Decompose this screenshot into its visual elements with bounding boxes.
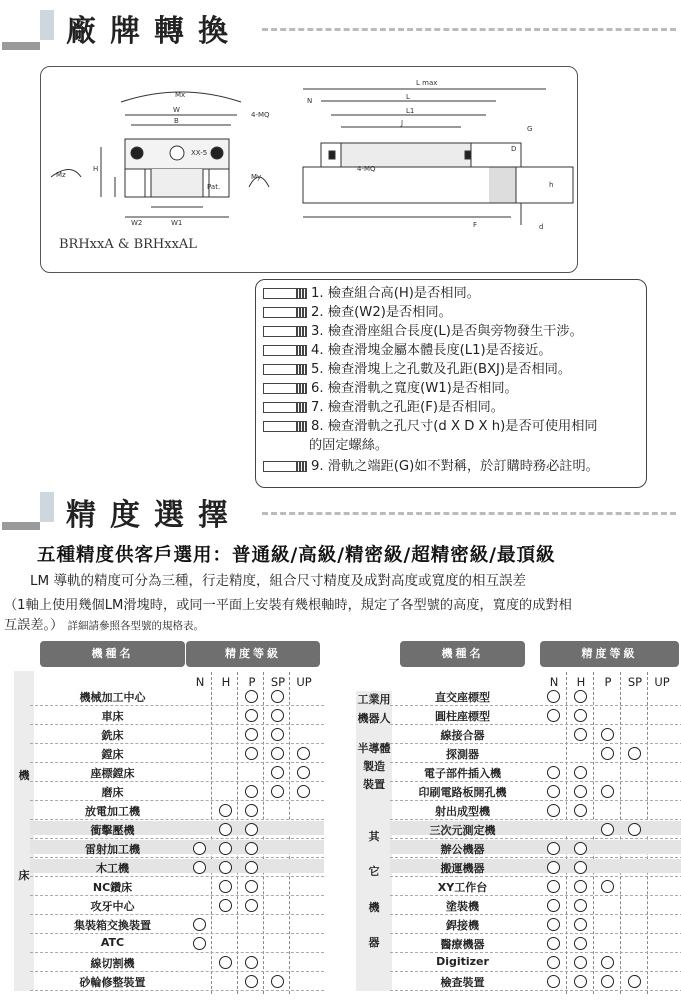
row-divider xyxy=(390,781,681,782)
check-item-4: 4. 檢查滑塊金屬本體長度(L1)是否接近。 xyxy=(263,342,552,359)
right-category-other-1: 其 xyxy=(368,830,380,843)
table-row-machine-name: 攻牙中心 xyxy=(90,900,135,913)
grade-circle-mark xyxy=(245,690,258,703)
check-item-9: 9. 滑軌之端距(G)如不對稱，於訂購時務必註明。 xyxy=(263,458,599,475)
table-row-machine-name: 木工機 xyxy=(96,862,129,875)
svg-text:4-MQ: 4-MQ xyxy=(357,165,376,173)
table-row-machine-name: 集裝箱交換裝置 xyxy=(74,919,151,932)
svg-text:J: J xyxy=(401,119,404,127)
row-divider xyxy=(390,819,681,820)
grade-circle-mark xyxy=(574,728,587,741)
grade-circle-mark xyxy=(574,918,587,931)
grade-circle-mark xyxy=(628,975,641,988)
svg-text:Mx: Mx xyxy=(175,91,186,99)
grade-circle-mark xyxy=(193,842,206,855)
row-divider xyxy=(30,762,324,763)
grade-circle-mark xyxy=(574,785,587,798)
right-category-other-2: 它 xyxy=(368,865,380,878)
svg-text:W2: W2 xyxy=(131,219,143,227)
table-row-machine-name: 銲接機 xyxy=(446,919,479,932)
grade-circle-mark xyxy=(271,785,284,798)
check-icon xyxy=(263,364,307,375)
svg-text:W1: W1 xyxy=(171,219,183,227)
svg-text:L: L xyxy=(406,93,410,101)
grade-circle-mark xyxy=(601,956,614,969)
right-grade-SP: SP xyxy=(627,675,643,689)
grade-circle-mark xyxy=(245,785,258,798)
row-divider xyxy=(390,705,681,706)
check-icon xyxy=(263,307,307,318)
section2-divider xyxy=(262,512,676,515)
right-grade-UP: UP xyxy=(654,675,670,689)
grade-circle-mark xyxy=(271,690,284,703)
grade-circle-mark xyxy=(601,747,614,760)
precision-line3: 互誤差。） 詳細請參照各型號的規格表。 xyxy=(4,618,205,633)
grade-circle-mark xyxy=(601,785,614,798)
table-row-machine-name: 塗裝機 xyxy=(446,900,479,913)
grade-circle-mark xyxy=(271,728,284,741)
row-divider xyxy=(30,990,324,991)
svg-text:4-MQ: 4-MQ xyxy=(251,111,270,119)
row-divider xyxy=(390,933,681,934)
table-row-machine-name: 車床 xyxy=(101,710,124,723)
section1-block xyxy=(40,10,54,40)
section1-bar xyxy=(2,42,40,50)
row-divider xyxy=(390,971,681,972)
row-divider xyxy=(390,743,681,744)
right-category-robot-2: 機器人 xyxy=(357,712,391,725)
table-row-machine-name: 檢查裝置 xyxy=(440,976,485,989)
grade-circle-mark xyxy=(245,709,258,722)
row-divider xyxy=(30,857,324,858)
table-row-machine-name: 醫療機器 xyxy=(440,938,485,951)
right-category-semi-3: 裝置 xyxy=(363,778,385,791)
table-row-machine-name: 機械加工中心 xyxy=(79,691,146,704)
table-row-machine-name: 射出成型機 xyxy=(435,805,490,818)
check-icon xyxy=(263,288,307,299)
grade-circle-mark xyxy=(219,899,232,912)
table-row-machine-name: 鏜床 xyxy=(101,748,124,761)
grade-circle-mark xyxy=(601,880,614,893)
grade-circle-mark xyxy=(219,880,232,893)
diagram-label: BRHxxA & BRHxxAL xyxy=(59,237,197,252)
grade-circle-mark xyxy=(245,747,258,760)
grade-circle-mark xyxy=(574,709,587,722)
grade-circle-mark xyxy=(547,937,560,950)
table-row-machine-name: 雷射加工機 xyxy=(85,843,140,856)
grade-circle-mark xyxy=(547,766,560,779)
svg-text:B: B xyxy=(174,117,179,125)
row-divider xyxy=(30,705,324,706)
grade-circle-mark xyxy=(219,823,232,836)
grade-circle-mark xyxy=(601,975,614,988)
table-row-machine-name: NC鑽床 xyxy=(92,881,133,894)
left-grade-H: H xyxy=(221,675,231,689)
grade-circle-mark xyxy=(193,861,206,874)
grade-circle-mark xyxy=(219,861,232,874)
row-divider xyxy=(30,895,324,896)
section2-bar xyxy=(2,522,40,530)
left-category-bed: 床 xyxy=(18,869,30,882)
precision-line1: LM 導軌的精度可分為三種，行走精度，組合尺寸精度及成對高度或寬度的相互誤差 xyxy=(30,573,526,589)
table-row-machine-name: 搬運機器 xyxy=(440,862,485,875)
check-item-6: 6. 檢查滑軌之寬度(W1)是否相同。 xyxy=(263,380,518,397)
right-grade-header: 精度等級 xyxy=(540,641,679,667)
grade-circle-mark xyxy=(219,842,232,855)
grade-circle-mark xyxy=(601,728,614,741)
grade-circle-mark xyxy=(219,804,232,817)
left-machine-header: 機種名 xyxy=(40,641,185,667)
grade-circle-mark xyxy=(547,918,560,931)
check-icon xyxy=(263,402,307,413)
row-divider xyxy=(30,933,324,934)
grade-circle-mark xyxy=(574,975,587,988)
check-item-2: 2. 檢查(W2)是否相同。 xyxy=(263,304,452,321)
grade-circle-mark xyxy=(547,899,560,912)
check-item-7: 7. 檢查滑軌之孔距(F)是否相同。 xyxy=(263,399,504,416)
right-grade-P: P xyxy=(604,675,612,689)
table-row-machine-name: 衝擊壓機 xyxy=(90,824,135,837)
row-divider xyxy=(390,914,681,915)
svg-text:W: W xyxy=(173,106,180,114)
table-row-machine-name: 探測器 xyxy=(446,748,479,761)
svg-text:N: N xyxy=(307,97,313,105)
row-divider xyxy=(390,857,681,858)
grade-circle-mark xyxy=(245,880,258,893)
section1-title: 廠牌轉換 xyxy=(66,14,242,49)
grade-circle-mark xyxy=(628,747,641,760)
row-divider xyxy=(390,838,681,839)
grade-circle-mark xyxy=(547,880,560,893)
right-grade-N: N xyxy=(549,675,559,689)
grade-circle-mark xyxy=(574,956,587,969)
grade-circle-mark xyxy=(271,709,284,722)
table-row-machine-name: 辦公機器 xyxy=(440,843,485,856)
check-icon xyxy=(263,421,307,432)
grade-circle-mark xyxy=(245,842,258,855)
row-divider xyxy=(30,743,324,744)
precision-subtitle: 五種精度供客戶選用：普通級/高級/精密級/超精密級/最頂級 xyxy=(37,545,556,566)
check-icon xyxy=(263,326,307,337)
grade-circle-mark xyxy=(219,956,232,969)
row-divider xyxy=(30,838,324,839)
svg-text:G: G xyxy=(527,125,533,133)
left-grade-UP: UP xyxy=(296,675,312,689)
row-divider xyxy=(390,990,681,991)
grade-circle-mark xyxy=(601,823,614,836)
grade-circle-mark xyxy=(547,690,560,703)
grade-circle-mark xyxy=(628,823,641,836)
table-row-machine-name: 電子部件插入機 xyxy=(424,767,501,780)
row-divider xyxy=(30,800,324,801)
right-category-other-3: 機 xyxy=(368,901,380,914)
grade-circle-mark xyxy=(547,956,560,969)
grade-circle-mark xyxy=(574,899,587,912)
grade-circle-mark xyxy=(245,823,258,836)
right-category-semi-1: 半導體 xyxy=(357,742,391,755)
grade-circle-mark xyxy=(245,975,258,988)
svg-text:D: D xyxy=(511,145,517,153)
svg-text:F: F xyxy=(473,221,478,229)
grade-circle-mark xyxy=(271,747,284,760)
table-row-machine-name: 銑床 xyxy=(101,729,124,742)
grade-circle-mark xyxy=(193,918,206,931)
left-grade-N: N xyxy=(195,675,205,689)
row-divider xyxy=(30,819,324,820)
right-category-robot-1: 工業用 xyxy=(357,693,391,706)
table-row-machine-name: 座標鏜床 xyxy=(90,767,135,780)
grade-circle-mark xyxy=(547,842,560,855)
row-divider xyxy=(390,952,681,953)
left-grade-P: P xyxy=(248,675,256,689)
table-row-machine-name: 砂輪修整裝置 xyxy=(79,976,146,989)
grade-circle-mark xyxy=(245,804,258,817)
left-grade-header: 精度等級 xyxy=(186,641,320,667)
left-grade-SP: SP xyxy=(270,675,286,689)
grade-circle-mark xyxy=(574,880,587,893)
check-icon xyxy=(263,345,307,356)
row-divider xyxy=(30,781,324,782)
grade-circle-mark xyxy=(547,785,560,798)
check-icon xyxy=(263,383,307,394)
row-divider xyxy=(30,971,324,972)
table-row-machine-name: ATC xyxy=(100,936,125,949)
check-item-8-cont: 的固定螺絲。 xyxy=(309,438,389,453)
grade-circle-mark xyxy=(547,804,560,817)
row-divider xyxy=(390,724,681,725)
row-divider xyxy=(390,762,681,763)
svg-text:XX-5: XX-5 xyxy=(191,149,208,157)
grade-circle-mark xyxy=(271,766,284,779)
svg-text:Pat.: Pat. xyxy=(207,183,221,191)
check-item-8: 8. 檢查滑軌之孔尺寸(d X D X h)是否可使用相同 xyxy=(263,418,598,435)
table-row-machine-name: 磨床 xyxy=(101,786,124,799)
grade-circle-mark xyxy=(547,709,560,722)
table-row-machine-name: 印刷電路板開孔機 xyxy=(418,786,507,799)
grade-circle-mark xyxy=(547,975,560,988)
table-row-machine-name: 直交座標型 xyxy=(435,691,490,704)
grade-circle-mark xyxy=(574,690,587,703)
section2-block xyxy=(40,492,54,522)
row-divider xyxy=(390,800,681,801)
right-category-semi-2: 製造 xyxy=(363,760,385,773)
precision-line2: （1軸上使用幾個LM滑塊時，或同一平面上安裝有幾根軸時，規定了各型號的高度，寬度的成對相 xyxy=(4,598,572,613)
right-machine-header: 機種名 xyxy=(400,641,525,667)
table-row-machine-name: 線切割機 xyxy=(90,957,135,970)
table-row-machine-name: XY工作台 xyxy=(437,881,488,894)
grade-circle-mark xyxy=(574,804,587,817)
svg-text:Mz: Mz xyxy=(56,171,66,179)
table-row-machine-name: 放電加工機 xyxy=(85,805,140,818)
section1-divider xyxy=(262,28,676,31)
svg-text:L max: L max xyxy=(416,79,438,87)
right-grade-H: H xyxy=(576,675,586,689)
check-item-5: 5. 檢查滑塊上之孔數及孔距(BXJ)是否相同。 xyxy=(263,361,571,378)
grade-circle-mark xyxy=(297,747,310,760)
grade-circle-mark xyxy=(574,861,587,874)
grade-circle-mark xyxy=(193,937,206,950)
row-divider xyxy=(30,952,324,953)
table-row-machine-name: 線接合器 xyxy=(440,729,485,742)
table-row-machine-name: Digitizer xyxy=(436,955,489,968)
grade-circle-mark xyxy=(271,975,284,988)
table-row-machine-name: 三次元測定機 xyxy=(429,824,496,837)
svg-text:L1: L1 xyxy=(406,107,415,115)
grade-circle-mark xyxy=(574,766,587,779)
grade-circle-mark xyxy=(245,861,258,874)
svg-text:H: H xyxy=(93,165,99,173)
check-item-3: 3. 檢查滑座組合長度(L)是否與旁物發生干涉。 xyxy=(263,323,583,340)
grade-circle-mark xyxy=(245,728,258,741)
svg-text:My: My xyxy=(251,173,262,181)
grade-circle-mark xyxy=(574,937,587,950)
grade-circle-mark xyxy=(297,766,310,779)
check-item-1: 1. 檢查組合高(H)是否相同。 xyxy=(263,285,480,302)
check-icon xyxy=(263,461,307,472)
row-divider xyxy=(30,724,324,725)
grade-circle-mark xyxy=(245,956,258,969)
section2-title: 精度選擇 xyxy=(66,498,242,533)
row-divider xyxy=(390,895,681,896)
grade-circle-mark xyxy=(574,842,587,855)
svg-text:d: d xyxy=(539,223,544,231)
grade-circle-mark xyxy=(245,899,258,912)
svg-text:h: h xyxy=(549,181,554,189)
row-divider xyxy=(390,876,681,877)
row-divider xyxy=(30,914,324,915)
right-category-other-4: 器 xyxy=(368,936,380,949)
checklist-box xyxy=(255,279,647,488)
grade-circle-mark xyxy=(547,861,560,874)
table-row-machine-name: 圓柱座標型 xyxy=(435,710,490,723)
left-category-machine: 機 xyxy=(18,769,30,782)
grade-circle-mark xyxy=(297,785,310,798)
brh-diagram xyxy=(40,66,578,273)
row-divider xyxy=(30,876,324,877)
